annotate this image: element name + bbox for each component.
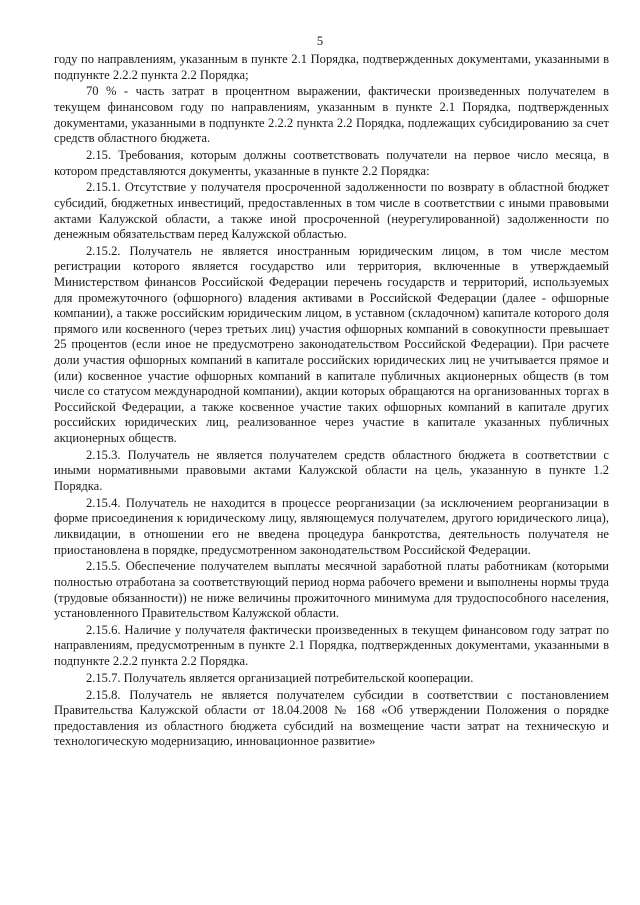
page-number: 5 (316, 34, 324, 48)
paragraph-2-15-2: 2.15.2. Получатель не является иностранным юридическим лицом, в том числе местом регистрации которого является государство или территория, включенные в утверждаемый Министерством финансов Российской Федерации перечень государств и территорий, используемых для промежуточного (офшорного) владения активами в Российской Федерации (далее - офшорные компании), а также российским юридическим лицом, в уставном (складочном) капитале которого доля прямого или косвенного (через третьих лиц) участия офшорных компаний в совокупности превышает 25 процентов (если иное не предусмотрено законодательством Российской Федерации). При расчете доли участия офшорных компаний в капитале российских юридических лиц не учитывается прямое и (или) косвенное участие офшорных компаний в капитале публичных акционерных обществ (в том числе со статусом международной компании), акции которых обращаются на организованных торгах в Российской Федерации, а также косвенное участие таких офшорных компаний в капитале других российских юридических лиц, реализованное через участие в капитале указанных публичных акционерных обществ. (54, 243, 609, 445)
document-body (54, 52, 609, 751)
paragraph-2-15-6: 2.15.6. Наличие у получателя фактически произведенных в текущем финансовом году затрат по направлениям, предусмотренным в пункте 2.1 Порядка, подтвержденных документами, указанными в подпункте 2.2.2 пункта 2.2 Порядка. (54, 622, 609, 669)
paragraph-continuation: году по направлениям, указанным в пункте 2.1 Порядка, подтвержденных документами, указанными в подпункте 2.2.2 пункта 2.2 Порядка; (54, 52, 609, 82)
paragraph-2-15-4: 2.15.4. Получатель не находится в процессе реорганизации (за исключением реорганизации в форме присоединения к юридическому лицу, являющемуся получателем, другого юридического лица), ликвидации, в отношении его не введена процедура банкротства, деятельность получателя не приостановлена в порядке, предусмотренном законодательством Российской Федерации. (54, 495, 609, 557)
paragraph-2-15-5: 2.15.5. Обеспечение получателем выплаты месячной заработной платы работникам (которыми полностью отработана за соответствующий период норма рабочего времени и выполнены нормы труда (трудовые обязанности)) не ниже величины прожиточного минимума для трудоспособного населения, установленного Правительством Калужской области. (54, 559, 609, 621)
paragraph-2-15-8: 2.15.8. Получатель не является получателем субсидии в соответствии с постановлением Правительства Калужской области от 18.04.2008 № 168 «Об утверждении Положения о порядке предоставления из областного бюджета субсидий на возмещение части затрат на техническую и технологическую модернизацию, инновационное развитие» (54, 687, 609, 749)
paragraph-2-15-3: 2.15.3. Получатель не является получателем средств областного бюджета в соответствии с иными нормативными правовыми актами Калужской области на цель, указанную в пункте 1.2 Порядка. (54, 447, 609, 493)
paragraph-2-15: 2.15. Требования, которым должны соответствовать получатели на первое число месяца, в котором представляются документы, указанные в пункте 2.2 Порядка: (54, 147, 609, 178)
paragraph-2-15-7: 2.15.7. Получатель является организацией потребительской кооперации. (86, 670, 474, 685)
paragraph-formula-70-percent: 70 % - часть затрат в процентном выражении, фактически произведенных получателем в текущем финансовом году по направлениям, указанным в пункте 2.1 Порядка, подтвержденных документами, указанными в подпункте 2.2.2 пункта 2.2 Порядка, подлежащих субсидированию за счет средств областного бюджета. (54, 84, 609, 146)
paragraph-2-15-1: 2.15.1. Отсутствие у получателя просроченной задолженности по возврату в областной бюджет субсидий, бюджетных инвестиций, предоставленных в том числе в соответствии с иными правовыми актами Калужской области, а также иной просроченной (неурегулированной) задолженности по денежным обязательствам перед Калужской областью. (54, 180, 609, 242)
